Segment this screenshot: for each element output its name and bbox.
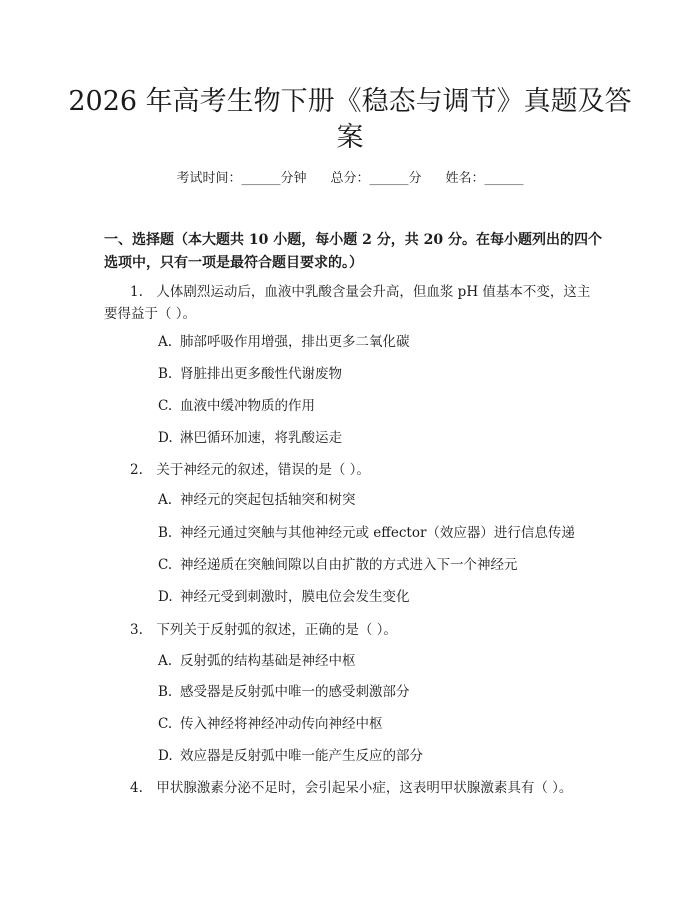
option-text: 肺部呼吸作用增强，排出更多二氧化碳 <box>180 334 410 350</box>
exam-total-field: 总分：______分 <box>330 171 422 186</box>
question-text: 4. 甲状腺激素分泌不足时，会引起呆小症，这表明甲状腺激素具有（ ）。 <box>130 780 573 796</box>
section-heading: 一、选择题（本大题共 10 小题，每小题 2 分，共 20 分。在每小题列出的四个选项中，只有一项是最符合题目要求的。） <box>104 232 602 271</box>
option-1a <box>158 332 608 352</box>
option-letter: B. <box>158 684 173 700</box>
option-2b <box>158 523 608 543</box>
question-text: 1. 人体剧烈运动后，血液中乳酸含量会升高，但血浆 pH 值基本不变，这主要得益于（ ）。 <box>104 284 591 322</box>
option-text: 神经元通过突触与其他神经元或 effector（效应器）进行信息传递 <box>180 525 575 541</box>
exam-time-field: 考试时间：______分钟 <box>176 171 307 186</box>
option-1b <box>158 364 608 384</box>
option-2d <box>158 587 608 607</box>
question-text: 3. 下列关于反射弧的叙述，正确的是（ ）。 <box>130 622 397 638</box>
option-1c <box>158 396 608 416</box>
option-3c <box>158 714 608 734</box>
option-letter: D. <box>158 748 173 764</box>
option-letter: B. <box>158 525 173 541</box>
option-text: 血液中缓冲物质的作用 <box>180 398 315 414</box>
option-letter: B. <box>158 366 173 382</box>
option-text: 效应器是反射弧中唯一能产生反应的部分 <box>180 748 423 764</box>
option-text: 神经递质在突触间隙以自由扩散的方式进入下一个神经元 <box>180 557 518 573</box>
option-letter: A. <box>158 334 173 350</box>
question-text: 2. 关于神经元的叙述，错误的是（ ）。 <box>130 462 370 478</box>
option-letter: D. <box>158 589 173 605</box>
option-letter: A. <box>158 492 173 508</box>
option-letter: D. <box>158 430 173 446</box>
option-text: 反射弧的结构基础是神经中枢 <box>180 653 356 669</box>
option-2c <box>158 555 608 575</box>
question-3 <box>104 619 600 641</box>
option-text: 肾脏排出更多酸性代谢废物 <box>180 366 342 382</box>
option-text: 神经元受到刺激时，膜电位会发生变化 <box>180 589 410 605</box>
option-letter: A. <box>158 653 173 669</box>
option-text: 感受器是反射弧中唯一的感受刺激部分 <box>180 684 410 700</box>
exam-meta-line <box>0 170 700 188</box>
option-3b <box>158 682 608 702</box>
question-1 <box>104 281 600 325</box>
option-3d <box>158 746 608 766</box>
question-4 <box>104 777 600 799</box>
option-text: 淋巴循环加速，将乳酸运走 <box>180 430 342 446</box>
option-3a <box>158 651 608 671</box>
option-2a <box>158 490 608 510</box>
option-text: 传入神经将神经冲动传向神经中枢 <box>180 716 383 732</box>
option-letter: C. <box>158 398 173 414</box>
document-title: 2026 年高考生物下册《稳态与调节》真题及答案 <box>68 86 632 153</box>
option-1d <box>158 428 608 448</box>
option-text: 神经元的突起包括轴突和树突 <box>180 492 356 508</box>
question-2 <box>104 459 600 481</box>
option-letter: C. <box>158 716 173 732</box>
exam-name-field: 姓名：______ <box>445 171 524 186</box>
option-letter: C. <box>158 557 173 573</box>
